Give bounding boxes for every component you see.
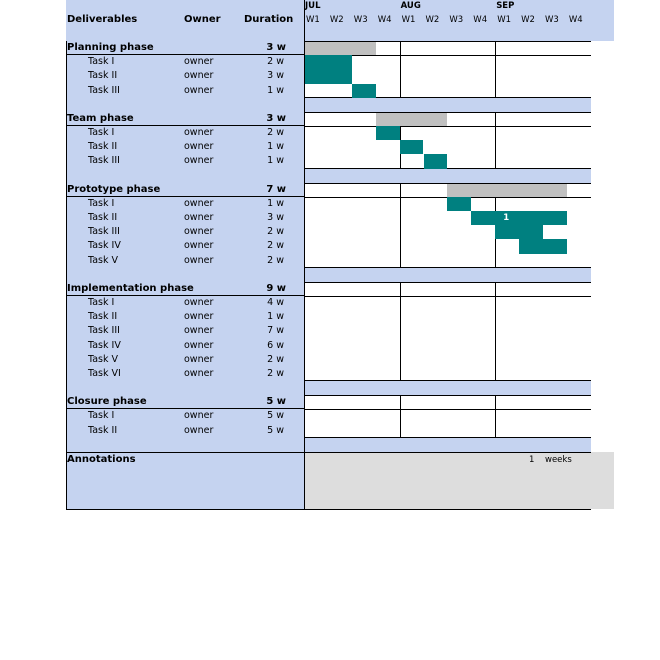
task-duration: 1 w	[267, 197, 284, 209]
phase-header-line	[304, 126, 591, 127]
phase-name: Implementation phase	[67, 282, 194, 294]
phase-gap-strip	[304, 169, 591, 183]
task-owner: owner	[184, 240, 214, 252]
task-bar	[352, 84, 376, 98]
task-name: Task I	[88, 127, 115, 138]
header-deliverables: Deliverables	[67, 14, 138, 25]
week-label: W4	[473, 15, 488, 25]
task-bar	[304, 55, 352, 69]
task-owner: owner	[184, 339, 214, 351]
task-owner: owner	[184, 141, 214, 153]
task-duration: 3 w	[267, 70, 284, 82]
task-name: Task II	[88, 212, 118, 223]
month-separator	[495, 41, 496, 98]
month-separator	[400, 183, 401, 268]
month-separator	[495, 282, 496, 381]
task-bar	[304, 69, 352, 83]
task-duration: 5 w	[267, 424, 284, 436]
month-separator	[495, 112, 496, 169]
phase-duration: 3 w	[266, 112, 286, 124]
task-owner: owner	[184, 297, 214, 308]
task-owner: owner	[184, 56, 214, 68]
month-label-sep: SEP	[496, 1, 515, 11]
task-owner: owner	[184, 353, 214, 365]
week-label: W4	[377, 15, 392, 25]
task-name: Task I	[88, 297, 115, 308]
task-bar	[495, 225, 543, 239]
phase-gap-strip	[304, 381, 591, 395]
task-owner: owner	[184, 254, 214, 266]
month-separator	[400, 395, 401, 438]
task-duration: 7 w	[267, 325, 284, 337]
task-duration: 2 w	[267, 353, 284, 365]
phase-chart-box	[304, 112, 591, 169]
month-label-aug: AUG	[400, 1, 421, 11]
sheet-left-border	[66, 41, 67, 509]
task-owner: owner	[184, 424, 214, 436]
task-name: Task III	[88, 325, 120, 337]
phase-chart-box	[304, 395, 591, 438]
annotations-bottom-line	[66, 509, 591, 510]
phase-plan-bar	[376, 113, 448, 126]
week-label: W3	[545, 15, 559, 25]
task-owner: owner	[184, 197, 214, 209]
task-owner: owner	[184, 212, 214, 223]
task-duration: 4 w	[267, 297, 284, 308]
week-label: W2	[521, 15, 535, 25]
phase-gap-strip	[304, 98, 591, 112]
task-owner: owner	[184, 368, 214, 379]
month-separator	[495, 395, 496, 438]
phase-plan-bar	[447, 184, 567, 197]
annotations-scale-unit: weeks	[545, 454, 572, 465]
week-label: W1	[401, 15, 416, 25]
task-name: Task V	[88, 353, 119, 365]
header-duration: Duration	[244, 14, 294, 25]
task-owner: owner	[184, 127, 214, 138]
month-separator	[400, 282, 401, 381]
week-label: W2	[329, 15, 344, 25]
phase-name: Closure phase	[67, 396, 147, 408]
task-duration: 6 w	[267, 339, 284, 351]
task-duration: 1 w	[267, 141, 284, 153]
phase-header-line	[304, 409, 591, 410]
month-label-jul: JUL	[305, 1, 321, 11]
week-label: W2	[425, 15, 440, 25]
task-duration: 2 w	[267, 368, 284, 379]
task-bar	[400, 140, 424, 154]
task-name: Task V	[88, 254, 119, 266]
task-bar	[447, 197, 471, 211]
task-bar	[471, 211, 567, 225]
phase-duration: 5 w	[266, 396, 286, 408]
task-duration: 2 w	[267, 226, 284, 238]
task-owner: owner	[184, 325, 214, 337]
task-owner: owner	[184, 311, 214, 323]
phase-duration: 9 w	[266, 282, 286, 294]
task-name: Task I	[88, 197, 115, 209]
task-bar	[376, 126, 400, 140]
task-duration: 2 w	[267, 127, 284, 138]
task-name: Task II	[88, 424, 118, 436]
task-duration: 2 w	[267, 254, 284, 266]
task-bar-label: 1	[503, 213, 510, 223]
phase-duration: 3 w	[266, 42, 286, 53]
task-duration: 2 w	[267, 240, 284, 252]
task-name: Task II	[88, 311, 118, 323]
task-duration: 1 w	[267, 84, 284, 96]
task-owner: owner	[184, 84, 214, 96]
task-owner: owner	[184, 155, 214, 167]
task-duration: 3 w	[267, 212, 284, 223]
phase-name: Planning phase	[67, 42, 154, 53]
task-name: Task I	[88, 410, 115, 422]
phase-header-line	[304, 296, 591, 297]
week-label: W1	[306, 15, 320, 25]
task-duration: 2 w	[267, 56, 284, 68]
panel-split-line	[304, 0, 305, 509]
task-duration: 5 w	[267, 410, 284, 422]
task-owner: owner	[184, 70, 214, 82]
task-duration: 1 w	[267, 311, 284, 323]
phase-name: Team phase	[67, 112, 134, 124]
task-name: Task III	[88, 155, 120, 167]
task-name: Task I	[88, 56, 115, 68]
month-separator	[400, 41, 401, 98]
task-bar	[424, 154, 448, 168]
week-label: W1	[497, 15, 511, 25]
task-name: Task VI	[88, 368, 121, 379]
phase-duration: 7 w	[266, 183, 286, 195]
annotations-scale-value: 1	[529, 454, 535, 465]
annotations-label: Annotations	[67, 453, 136, 465]
phase-plan-bar	[304, 42, 376, 55]
week-label: W3	[449, 15, 464, 25]
week-label: W3	[353, 15, 368, 25]
task-owner: owner	[184, 410, 214, 422]
annotations-top-line	[66, 452, 591, 453]
phase-gap-strip	[304, 438, 591, 452]
task-name: Task II	[88, 70, 118, 82]
task-owner: owner	[184, 226, 214, 238]
task-name: Task IV	[88, 240, 121, 252]
task-duration: 1 w	[267, 155, 284, 167]
phase-gap-strip	[304, 268, 591, 282]
task-name: Task II	[88, 141, 118, 153]
task-name: Task III	[88, 84, 120, 96]
task-name: Task III	[88, 226, 120, 238]
task-bar	[519, 239, 567, 253]
week-label: W4	[568, 15, 583, 25]
header-owner: Owner	[184, 14, 221, 25]
task-name: Task IV	[88, 339, 121, 351]
phase-name: Prototype phase	[67, 183, 161, 195]
